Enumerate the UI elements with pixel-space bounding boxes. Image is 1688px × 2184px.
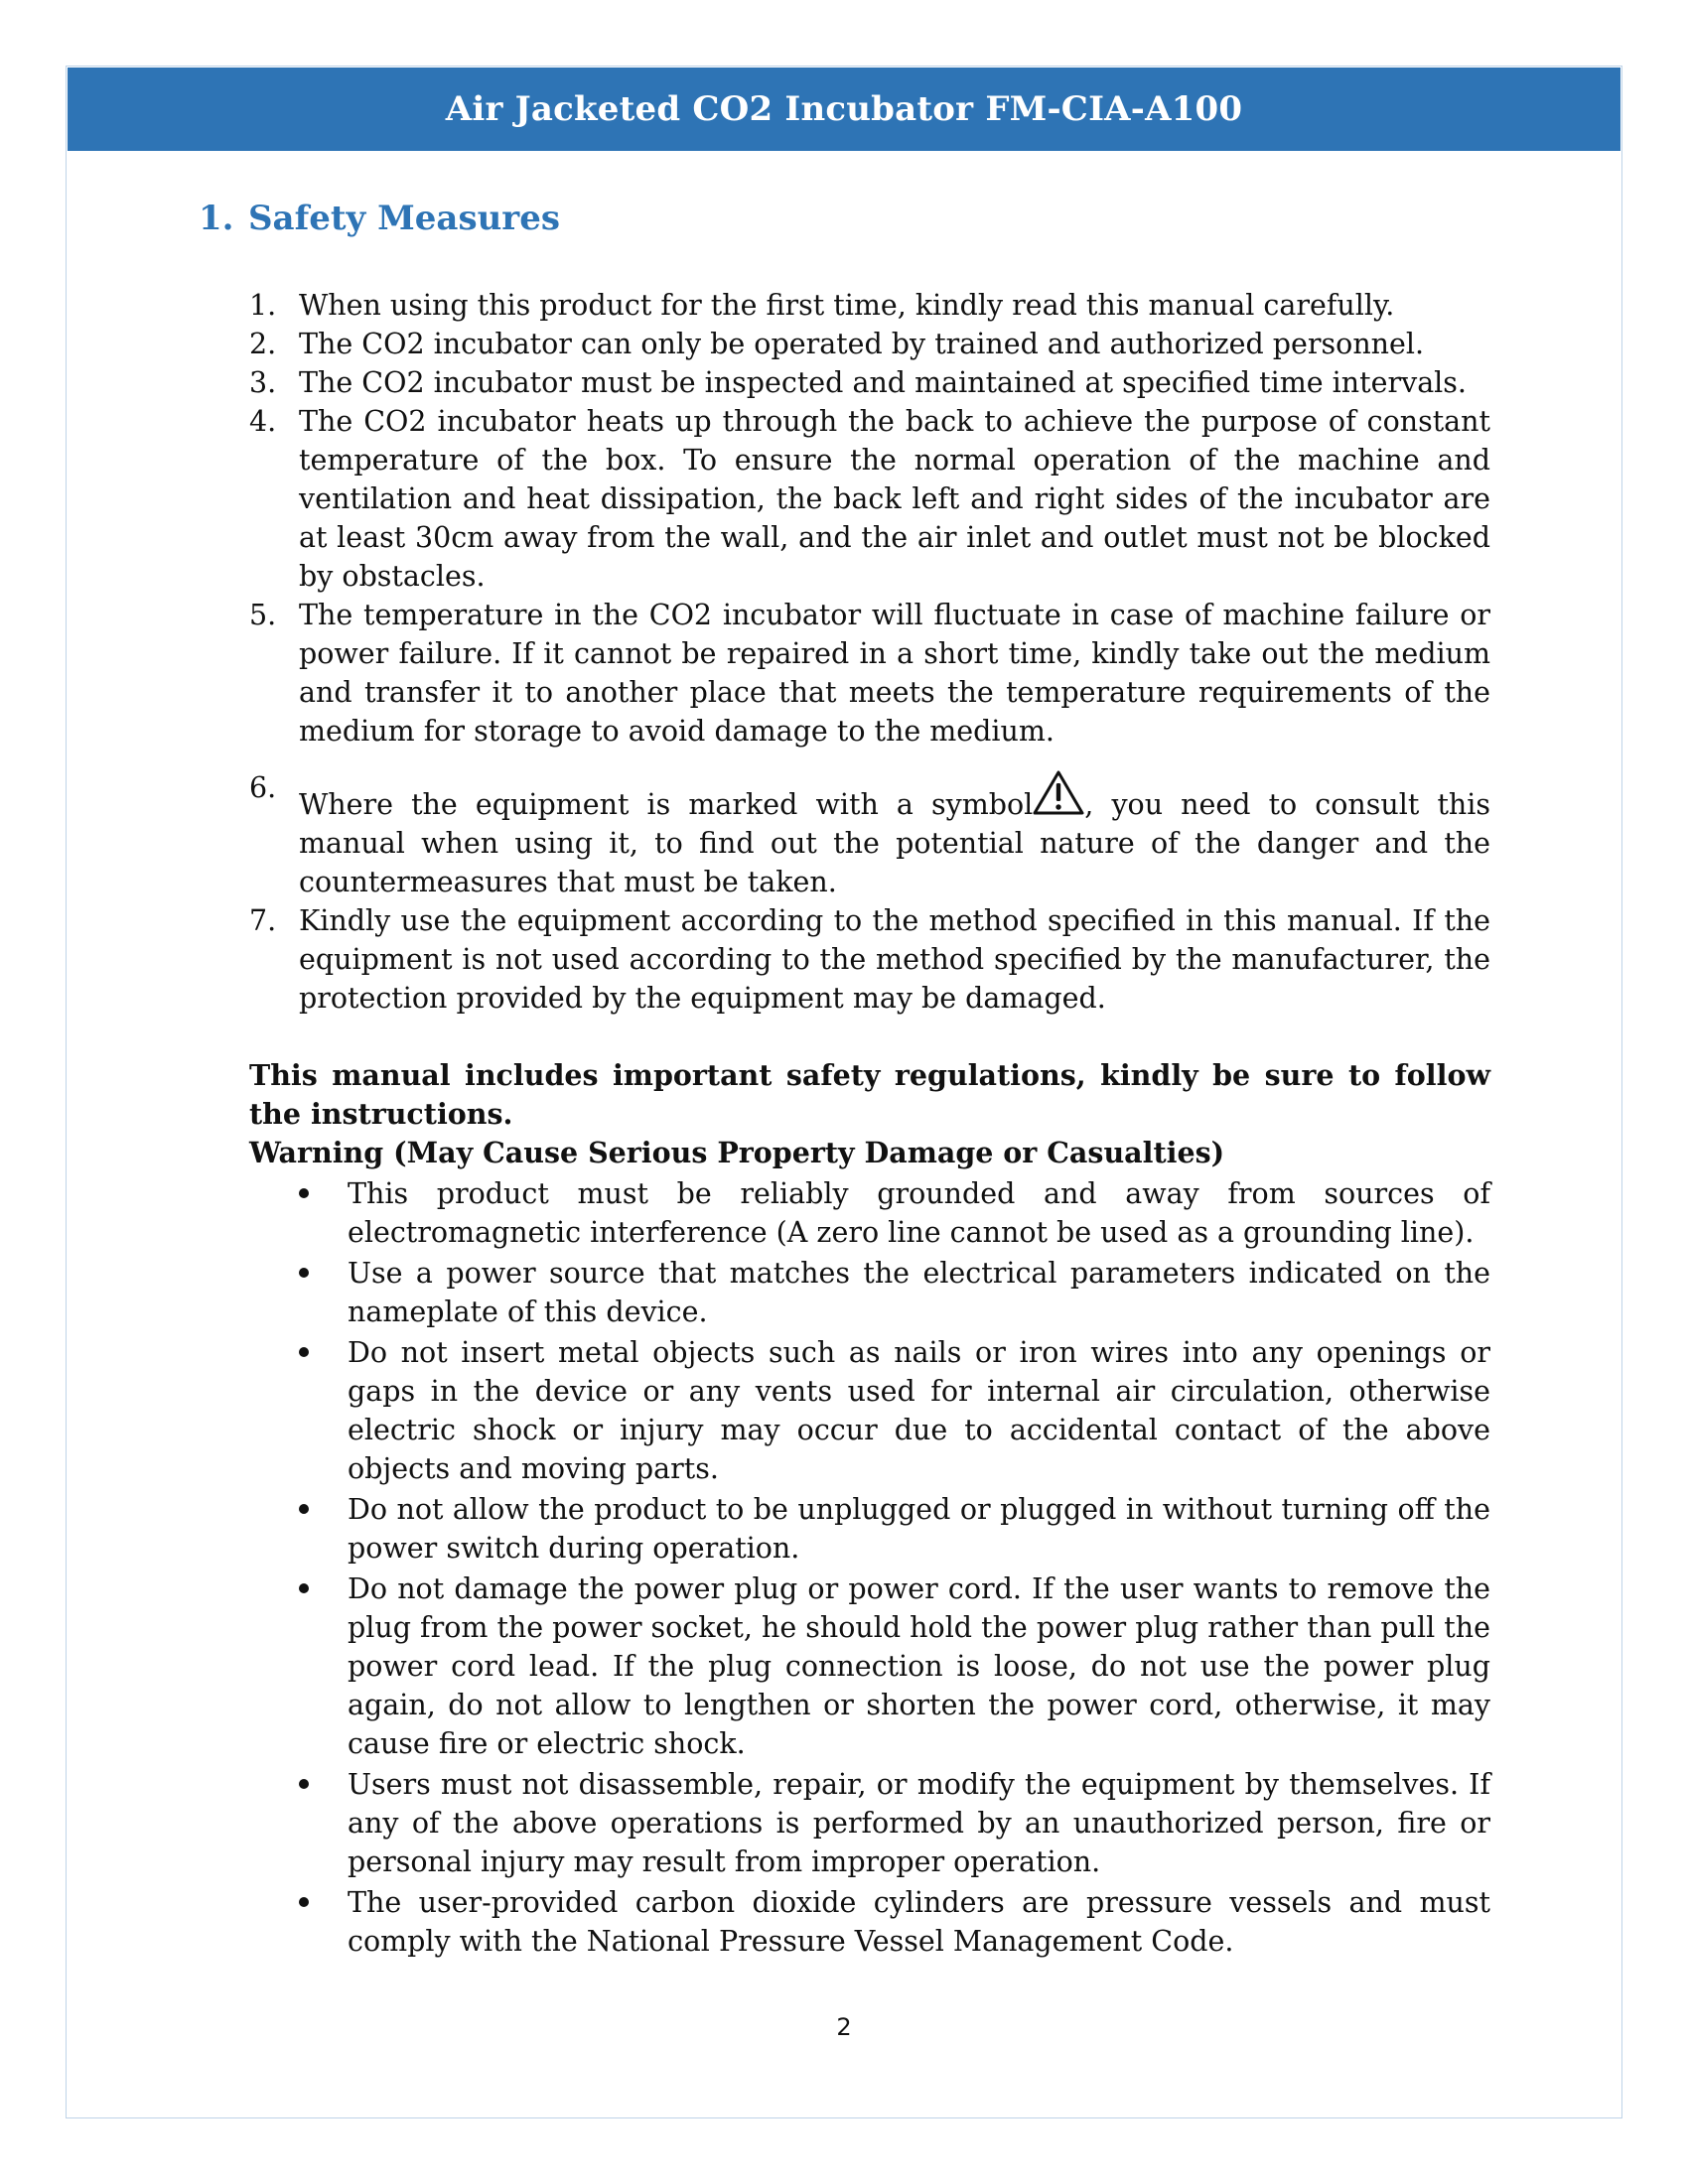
warning-item-text: Use a power source that matches the electrical parameters indicated on the nameplate of this device. <box>348 1257 1490 1328</box>
bullet-icon <box>299 1347 309 1357</box>
list-marker: 2. <box>249 328 277 360</box>
bullet-icon <box>299 1583 309 1593</box>
warning-item <box>249 1333 1490 1488</box>
page-content <box>249 286 1490 1961</box>
warning-item-text: Do not damage the power plug or power cord. If the user wants to remove the plug from the power socket, he should hold the power plug rather than pull the power cord lead. If the plug connection is loose, do not use the power plug again, do not allow to lengthen or shorten the power cord, otherwise, it may cause fire or electric shock. <box>348 1572 1490 1760</box>
list-item-text: When using this product for the first time, kindly read this manual carefully. <box>299 289 1395 322</box>
bullet-icon <box>299 1504 309 1514</box>
list-item <box>249 596 1490 751</box>
list-item <box>249 901 1490 1018</box>
bullet-icon <box>299 1897 309 1907</box>
list-marker: 3. <box>249 366 277 399</box>
important-notice <box>249 1056 1490 1172</box>
warning-heading: Warning (May Cause Serious Property Damage or Casualties) <box>249 1136 1225 1169</box>
list-item-text: The CO2 incubator must be inspected and maintained at specified time intervals. <box>299 366 1467 399</box>
warning-item <box>249 1254 1490 1331</box>
list-marker: 4. <box>249 405 277 438</box>
warning-item-text: Do not allow the product to be unplugged or plugged in without turning off the power switch during operation. <box>348 1493 1490 1565</box>
section-title: Safety Measures <box>248 199 560 238</box>
warning-triangle-icon <box>1031 768 1086 818</box>
safety-list <box>249 286 1490 1018</box>
warning-item <box>249 1765 1490 1881</box>
section-heading <box>199 199 560 238</box>
warning-list <box>249 1174 1490 1961</box>
warning-item-text: The user-provided carbon dioxide cylinders are pressure vessels and must comply with the National Pressure Vessel Management Code. <box>348 1886 1490 1958</box>
warning-item <box>249 1570 1490 1763</box>
list-marker: 5. <box>249 599 277 631</box>
page-number: 2 <box>836 2013 852 2041</box>
list-item <box>249 768 1490 901</box>
list-item <box>249 402 1490 596</box>
document-title: Air Jacketed CO2 Incubator FM-CIA-A100 <box>445 89 1243 129</box>
warning-item-text: Users must not disassemble, repair, or modify the equipment by themselves. If any of the above operations is performed by an unauthorized person, fire or personal injury may result from improper operation. <box>348 1768 1490 1878</box>
list-item-text-after: , you need to consult this manual when using it, to find out the potential nature of the danger and the countermeasures that must be taken. <box>299 788 1490 898</box>
list-item-text: The temperature in the CO2 incubator will fluctuate in case of machine failure or power failure. If it cannot be repaired in a short time, kindly take out the medium and transfer it to another place that meets the temperature requirements of the medium for storage to avoid damage to the medium. <box>299 599 1490 748</box>
warning-item <box>249 1490 1490 1568</box>
important-note-text: This manual includes important safety regulations, kindly be sure to follow the instructions. <box>249 1058 1490 1131</box>
bullet-icon <box>299 1268 309 1278</box>
list-item <box>249 325 1490 363</box>
list-item-text: Kindly use the equipment according to the method specified in this manual. If the equipment is not used according to the method specified by the manufacturer, the protection provided by the equipment may be damaged. <box>299 904 1490 1015</box>
list-item-text-before: Where the equipment is marked with a symbol <box>299 788 1034 821</box>
list-marker: 1. <box>249 289 277 322</box>
section-number: 1. <box>199 199 234 238</box>
bullet-icon <box>299 1188 309 1198</box>
list-item-text: The CO2 incubator can only be operated by trained and authorized personnel. <box>299 328 1425 360</box>
list-marker: 6. <box>249 771 277 804</box>
warning-item <box>249 1174 1490 1252</box>
bullet-icon <box>299 1779 309 1789</box>
warning-item-text: Do not insert metal objects such as nails or iron wires into any openings or gaps in the device or any vents used for internal air circulation, otherwise electric shock or injury may occur due to accidental contact of the above objects and moving parts. <box>348 1336 1490 1485</box>
list-item <box>249 363 1490 402</box>
warning-item <box>249 1883 1490 1961</box>
header-band <box>68 68 1620 151</box>
list-item-text: The CO2 incubator heats up through the back to achieve the purpose of constant temperature of the box. To ensure the normal operation of the machine and ventilation and heat dissipation, the back left and right sides of the incubator are at least 30cm away from the wall, and the air inlet and outlet must not be blocked by obstacles. <box>299 405 1490 593</box>
list-item <box>249 286 1490 325</box>
list-marker: 7. <box>249 904 277 937</box>
warning-item-text: This product must be reliably grounded and away from sources of electromagnetic interference (A zero line cannot be used as a grounding line). <box>348 1177 1490 1249</box>
